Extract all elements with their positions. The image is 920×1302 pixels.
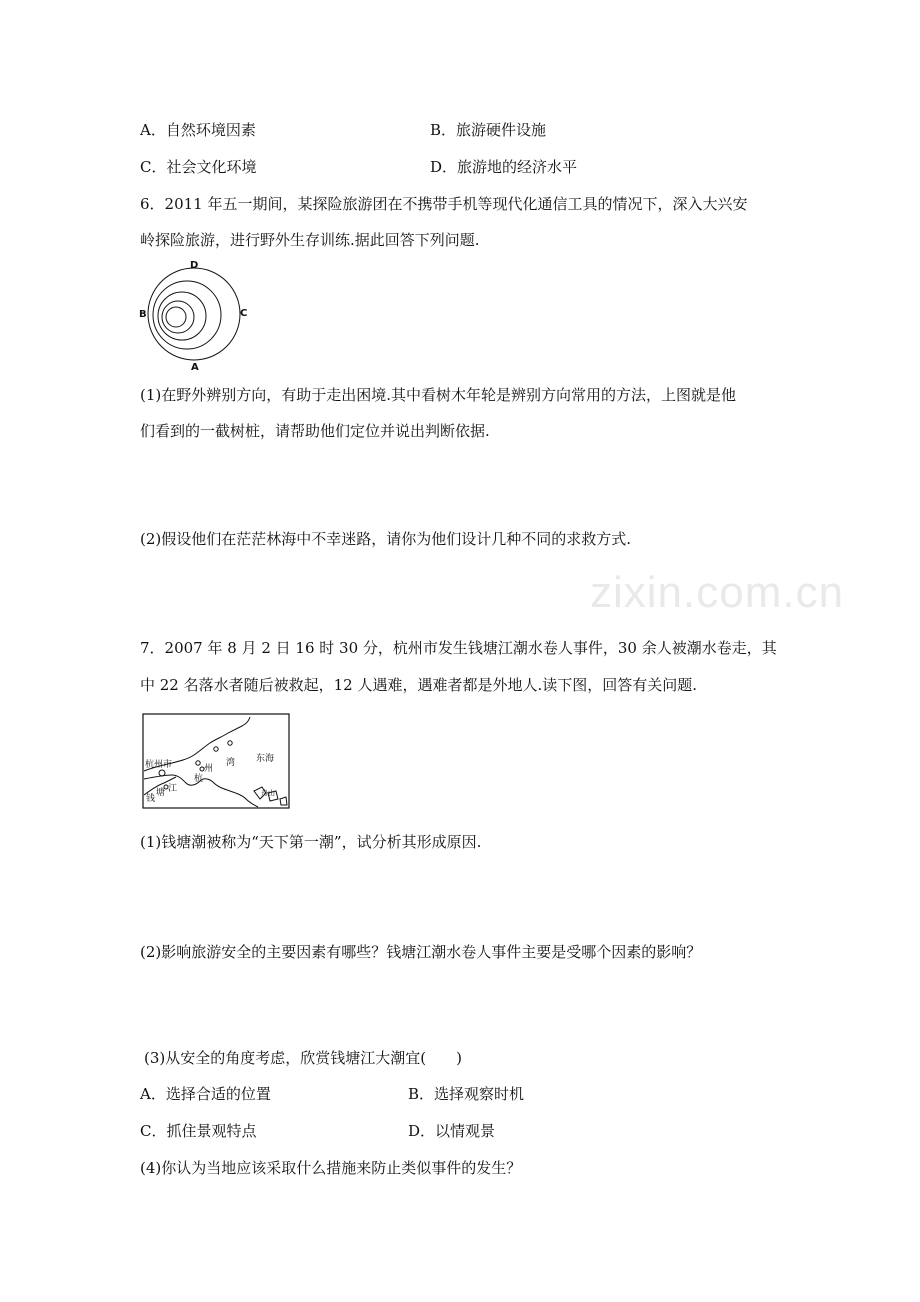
- map-label-river-2: 塘: [156, 788, 166, 798]
- q7-sub3-option-d: D．以情观景: [408, 1122, 496, 1140]
- tree-ring-inner: [166, 307, 186, 327]
- q7-sub3-option-a: A．选择合适的位置: [140, 1085, 271, 1103]
- map-label-bay-3: 湾: [226, 758, 236, 768]
- figure-label-right: C: [240, 308, 248, 319]
- q6-stem-line2: 岭探险旅游，进行野外生存训练.据此回答下列问题.: [140, 231, 480, 249]
- map-label-city: 杭州市: [145, 760, 173, 770]
- tree-ring-2: [153, 281, 221, 349]
- q7-sub3-option-b: B．选择观察时机: [408, 1085, 525, 1103]
- tree-ring-figure: [136, 258, 256, 374]
- map-label-river-1: 钱: [146, 794, 156, 804]
- q7-sub3: (3)从安全的角度考虑，欣赏钱塘江大潮宜( ): [144, 1049, 462, 1067]
- map-label-sea: 东海: [256, 754, 275, 764]
- q7-stem-line1: 7．2007 年 8 月 2 日 16 时 30 分，杭州市发生钱塘江潮水卷人事件，30 余人被潮水卷走，其: [140, 639, 777, 657]
- q7-sub1: (1)钱塘潮被称为“天下第一潮”，试分析其形成原因.: [140, 833, 482, 851]
- q6-sub1-line1: (1)在野外辨别方向，有助于走出困境.其中看树木年轮是辨别方向常用的方法，上图就是他: [140, 386, 737, 404]
- q7-sub3-option-c: C．抓住景观特点: [140, 1122, 257, 1140]
- figure-label-top: D: [190, 260, 199, 271]
- q5-option-b: B．旅游硬件设施: [430, 121, 547, 139]
- q7-stem-line2: 中 22 名落水者随后被救起，12 人遇难，遇难者都是外地人.读下图，回答有关问题.: [140, 676, 698, 694]
- map-label-bay-1: 杭: [194, 774, 204, 784]
- watermark-text: zixin.com.cn: [590, 568, 845, 617]
- figure-label-bottom: A: [191, 362, 199, 373]
- tree-ring-4: [162, 301, 194, 333]
- map-label-river-3: 江: [168, 784, 178, 794]
- q5-option-d: D．旅游地的经济水平: [430, 158, 578, 176]
- q7-sub4: (4)你认为当地应该采取什么措施来防止类似事件的发生？: [140, 1159, 522, 1177]
- qiantang-map: [142, 713, 290, 809]
- q7-sub2: (2)影响旅游安全的主要因素有哪些？钱塘江潮水卷人事件主要是受哪个因素的影响？: [140, 943, 702, 961]
- q6-sub1-line2: 们看到的一截树桩，请帮助他们定位并说出判断依据.: [140, 422, 490, 440]
- q5-option-c: C．社会文化环境: [140, 158, 257, 176]
- figure-label-left: B: [139, 309, 147, 320]
- q5-option-a: A．自然环境因素: [140, 121, 256, 139]
- q6-stem-line1: 6．2011 年五一期间，某探险旅游团在不携带手机等现代化通信工具的情况下，深入大兴安: [140, 195, 748, 213]
- q6-sub2: (2)假设他们在茫茫林海中不幸迷路，请你为他们设计几种不同的求救方式.: [140, 530, 632, 548]
- map-label-island: 舟山: [261, 789, 275, 797]
- map-label-bay-2: 州: [204, 764, 214, 774]
